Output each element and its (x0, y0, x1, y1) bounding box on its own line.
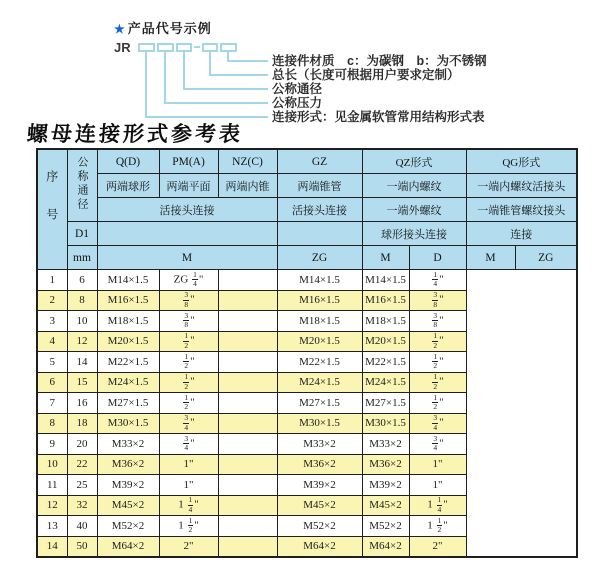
star-icon: ★ (114, 22, 126, 36)
cell-m: M24×1.5 (97, 372, 159, 393)
table-row (37, 536, 577, 557)
header-qz-desc2: 一端外螺纹 (362, 198, 466, 222)
cell-m: M33×2 (97, 434, 159, 455)
code-box (158, 44, 173, 51)
cell-qg-zg: $\frac{3}{4}$ " (409, 434, 466, 455)
cell-qg-m: M22×1.5 (362, 352, 409, 373)
cell-zg: 1 $\frac{1}{2}$ " (159, 516, 218, 537)
header-qg-desc1: 一端内螺纹活接头 (466, 174, 577, 198)
cell-qz-d: M64×2 (277, 536, 362, 557)
cell-dn: 50 (67, 536, 97, 557)
cell-qz-m (218, 413, 277, 434)
header-col-qg: QG形式 (466, 149, 577, 174)
header-qz-desc1: 一端内螺纹 (362, 174, 466, 198)
header-qg-m: M (466, 246, 515, 270)
table-row (37, 454, 577, 475)
cell-dn: 25 (67, 475, 97, 496)
cell-qg-m: M45×2 (362, 495, 409, 516)
table-title: 螺母连接形式参考表 (26, 122, 244, 146)
cell-zg: $\frac{3}{8}$ " (159, 311, 218, 332)
diagram-label-diameter: 公称通径 (272, 82, 323, 96)
cell-qz-d: M18×1.5 (277, 311, 362, 332)
cell-qg-m: M18×1.5 (362, 311, 409, 332)
cell-zg: ZG $\frac{1}{4}$ " (159, 270, 218, 291)
cell-zg: $\frac{1}{2}$ " (159, 393, 218, 414)
table-row (37, 331, 577, 352)
cell-qg-m: M20×1.5 (362, 331, 409, 352)
cell-qg-zg: $\frac{1}{2}$ " (409, 372, 466, 393)
table-row (37, 311, 577, 332)
cell-qz-d: M24×1.5 (277, 372, 362, 393)
cell-qz-d: M22×1.5 (277, 352, 362, 373)
nut-connection-table (36, 148, 578, 558)
cell-qz-m (218, 495, 277, 516)
header-gz-desc: 两端锥管 (277, 174, 362, 198)
table-row (37, 352, 577, 373)
header-gz-connection: 活接头连接 (277, 198, 362, 222)
cell-qz-m (218, 372, 277, 393)
cell-qz-d: M27×1.5 (277, 393, 362, 414)
cell-qz-m (218, 331, 277, 352)
cell-m: M16×1.5 (97, 290, 159, 311)
cell-qz-d: M33×2 (277, 434, 362, 455)
table-header (37, 149, 577, 270)
code-box (221, 44, 236, 51)
code-prefix: JR (114, 40, 131, 55)
cell-dn: 6 (67, 270, 97, 291)
header-empty-gz (277, 222, 362, 246)
cell-qz-m (218, 454, 277, 475)
header-qg-desc2: 一端锥管螺纹接头 (466, 198, 577, 222)
diagram-title-text: 产品代号示例 (127, 21, 212, 36)
cell-no: 3 (37, 311, 67, 332)
cell-qz-m (218, 352, 277, 373)
cell-zg: $\frac{1}{2}$ " (159, 352, 218, 373)
cell-qz-d: M14×1.5 (277, 270, 362, 291)
diagram-label-form: 连接形式：见金属软管常用结构形式表 (272, 110, 485, 124)
table-row (37, 434, 577, 455)
header-qz-d: D (409, 246, 466, 270)
cell-qz-d: M45×2 (277, 495, 362, 516)
cell-m: M39×2 (97, 475, 159, 496)
header-union-connection: 活接头连接 (97, 198, 277, 222)
cell-no: 5 (37, 352, 67, 373)
header-qz-connection: 球形接头连接 (362, 222, 466, 246)
cell-qg-zg: 1" (409, 475, 466, 496)
cell-m: M22×1.5 (97, 352, 159, 373)
header-zg: ZG (277, 246, 362, 270)
cell-qg-zg: $\frac{3}{8}$ " (409, 290, 466, 311)
cell-qz-m (218, 536, 277, 557)
table-row (37, 393, 577, 414)
cell-qg-m: M33×2 (362, 434, 409, 455)
code-box (139, 44, 154, 51)
cell-qg-m: M30×1.5 (362, 413, 409, 434)
diagram-label-material: 连接件材质 c：为碳钢 b：为不锈钢 (272, 54, 487, 68)
table-row (37, 290, 577, 311)
cell-qg-zg: $\frac{1}{2}$ " (409, 393, 466, 414)
cell-m: M20×1.5 (97, 331, 159, 352)
table-body (37, 270, 577, 558)
diagram-label-length: 总长（长度可根据用户要求定制） (272, 68, 460, 82)
header-col-qz: QZ形式 (362, 149, 466, 174)
cell-qg-zg: $\frac{1}{2}$ " (409, 331, 466, 352)
cell-zg: $\frac{3}{4}$ " (159, 434, 218, 455)
cell-zg: $\frac{3}{8}$ " (159, 290, 218, 311)
cell-qz-m (218, 475, 277, 496)
header-col-gz: GZ (277, 149, 362, 174)
cell-qg-zg: 1 $\frac{1}{2}$ " (409, 516, 466, 537)
header-nominal-diameter: 公称通径 (67, 149, 97, 222)
cell-dn: 14 (67, 352, 97, 373)
callout-line-pressure (165, 52, 268, 103)
cell-dn: 8 (67, 290, 97, 311)
table-row (37, 475, 577, 496)
cell-qg-m: M52×2 (362, 516, 409, 537)
cell-no: 12 (37, 495, 67, 516)
cell-no: 11 (37, 475, 67, 496)
cell-dn: 16 (67, 393, 97, 414)
header-qg-zg: ZG (515, 246, 577, 270)
cell-no: 8 (37, 413, 67, 434)
cell-dn: 12 (67, 331, 97, 352)
diagram-label-pressure: 公称压力 (272, 96, 323, 110)
cell-qg-m: M24×1.5 (362, 372, 409, 393)
cell-qg-m: M64×2 (362, 536, 409, 557)
callout-line-material (228, 52, 268, 61)
cell-no: 10 (37, 454, 67, 475)
cell-zg: $\frac{3}{4}$ " (159, 413, 218, 434)
cell-zg: 1" (159, 454, 218, 475)
cell-dn: 22 (67, 454, 97, 475)
cell-dn: 40 (67, 516, 97, 537)
cell-qg-zg: 2" (409, 536, 466, 557)
cell-no: 6 (37, 372, 67, 393)
cell-qz-d: M36×2 (277, 454, 362, 475)
cell-dn: 32 (67, 495, 97, 516)
cell-m: M27×1.5 (97, 393, 159, 414)
header-m: M (97, 246, 277, 270)
table-row (37, 270, 577, 291)
cell-m: M30×1.5 (97, 413, 159, 434)
cell-m: M14×1.5 (97, 270, 159, 291)
header-serial: 序号 (37, 149, 67, 270)
cell-qz-d: M20×1.5 (277, 331, 362, 352)
cell-qg-m: M27×1.5 (362, 393, 409, 414)
cell-dn: 10 (67, 311, 97, 332)
cell-dn: 20 (67, 434, 97, 455)
callout-line-length (210, 52, 268, 75)
cell-no: 4 (37, 331, 67, 352)
cell-m: M45×2 (97, 495, 159, 516)
header-mm: mm (67, 246, 97, 270)
cell-zg: $\frac{1}{2}$ " (159, 331, 218, 352)
table-row (37, 413, 577, 434)
cell-qg-zg: $\frac{3}{8}$ " (409, 311, 466, 332)
cell-qz-m (218, 290, 277, 311)
header-empty-m-group (97, 222, 277, 246)
cell-dn: 18 (67, 413, 97, 434)
cell-qz-d: M39×2 (277, 475, 362, 496)
cell-zg: $\frac{1}{2}$ " (159, 372, 218, 393)
cell-qz-d: M16×1.5 (277, 290, 362, 311)
cell-qz-m (218, 434, 277, 455)
header-col-nzc: NZ(C) (218, 149, 277, 174)
header-col-qd: Q(D) (97, 149, 159, 174)
cell-no: 14 (37, 536, 67, 557)
cell-qz-m (218, 311, 277, 332)
cell-no: 1 (37, 270, 67, 291)
cell-no: 9 (37, 434, 67, 455)
cell-qz-d: M52×2 (277, 516, 362, 537)
cell-zg: 1 $\frac{1}{4}$ " (159, 495, 218, 516)
cell-no: 2 (37, 290, 67, 311)
cell-dn: 15 (67, 372, 97, 393)
header-qz-m: M (362, 246, 409, 270)
header-col-pma: PM(A) (159, 149, 218, 174)
cell-qg-m: M14×1.5 (362, 270, 409, 291)
header-pma-desc: 两端平面 (159, 174, 218, 198)
cell-zg: 2" (159, 536, 218, 557)
cell-m: M52×2 (97, 516, 159, 537)
header-qg-connection: 连接 (466, 222, 577, 246)
header-nzc-desc: 两端内锥 (218, 174, 277, 198)
cell-m: M64×2 (97, 536, 159, 557)
cell-qz-d: M30×1.5 (277, 413, 362, 434)
cell-qg-zg: $\frac{1}{2}$ " (409, 352, 466, 373)
header-qd-desc: 两端球形 (97, 174, 159, 198)
callout-line-diameter (184, 52, 268, 89)
cell-qg-m: M39×2 (362, 475, 409, 496)
cell-qz-m (218, 270, 277, 291)
cell-m: M36×2 (97, 454, 159, 475)
code-box (177, 44, 191, 51)
code-box (203, 44, 217, 51)
table-row (37, 516, 577, 537)
table-row (37, 495, 577, 516)
cell-qg-zg: $\frac{1}{4}$ " (409, 270, 466, 291)
cell-qg-zg: 1 $\frac{1}{4}$ " (409, 495, 466, 516)
cell-zg: 1" (159, 475, 218, 496)
cell-no: 13 (37, 516, 67, 537)
cell-m: M18×1.5 (97, 311, 159, 332)
header-d1: D1 (67, 222, 97, 246)
cell-qg-zg: $\frac{3}{4}$ " (409, 413, 466, 434)
cell-qg-zg: 1" (409, 454, 466, 475)
cell-qz-m (218, 516, 277, 537)
table-row (37, 372, 577, 393)
cell-qz-m (218, 393, 277, 414)
cell-qg-m: M16×1.5 (362, 290, 409, 311)
cell-qg-m: M36×2 (362, 454, 409, 475)
cell-no: 7 (37, 393, 67, 414)
